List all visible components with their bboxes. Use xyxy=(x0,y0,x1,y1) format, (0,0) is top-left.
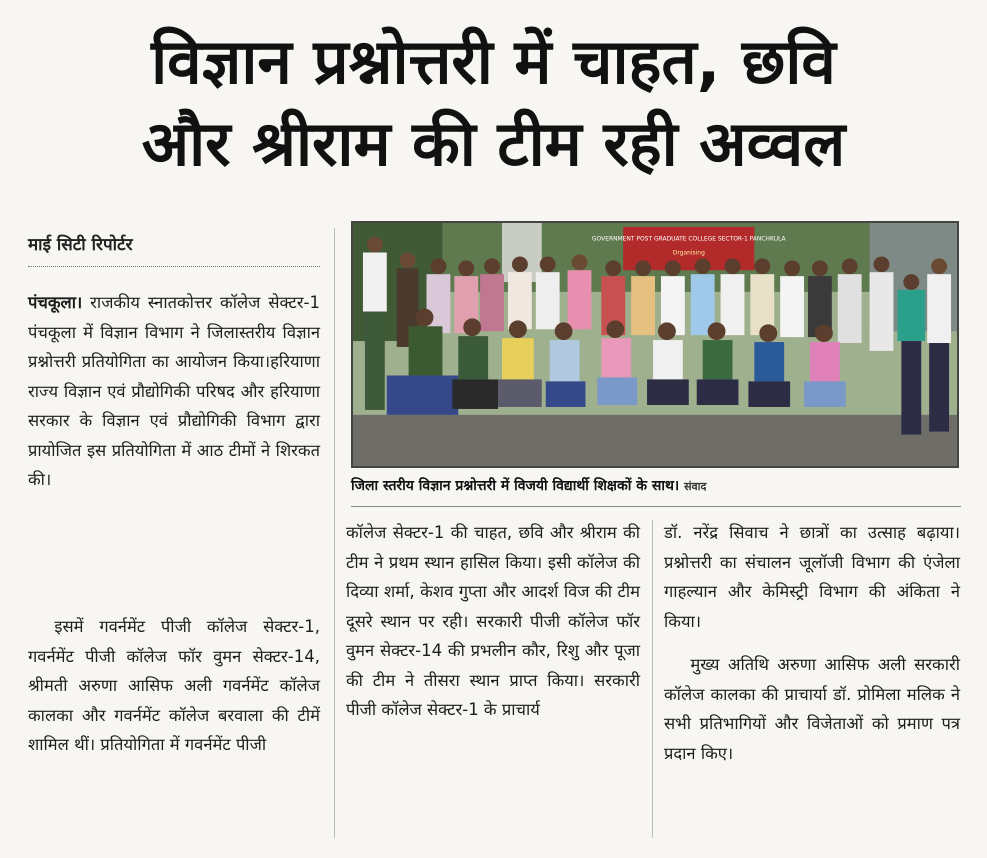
article-paragraph-2-end: डॉ. नरेंद्र सिवाच ने छात्रों का उत्साह बढ़ाया। प्रश्नोत्तरी का संचालन जूलॉजी विभाग की एंजेला गाहल्यान और केमिस्ट्री विभाग की अंकिता ने किया। xyxy=(664,523,960,631)
article-column-3 xyxy=(664,518,960,768)
article-column-1-bottom xyxy=(28,612,320,760)
caption-rule xyxy=(351,506,961,507)
column-divider xyxy=(652,520,653,838)
dateline: पंचकूला। xyxy=(28,293,83,312)
column-divider xyxy=(334,228,335,838)
article-column-1-top xyxy=(28,288,320,495)
caption-text: जिला स्तरीय विज्ञान प्रश्नोत्तरी में विजयी विद्यार्थी शिक्षकों के साथ। xyxy=(351,478,680,494)
banner-text: GOVERNMENT POST GRADUATE COLLEGE SECTOR-1 PANCHKULA xyxy=(591,235,786,243)
caption-credit: संवाद xyxy=(684,480,707,493)
banner-subtext: Organising xyxy=(672,249,705,257)
byline-rule xyxy=(28,266,320,267)
group-photo-illustration xyxy=(353,223,957,466)
group-photo xyxy=(351,221,959,468)
article-column-2 xyxy=(346,518,640,725)
byline: माई सिटी रिपोर्टर xyxy=(28,235,133,255)
article-paragraph-1: राजकीय स्नातकोत्तर कॉलेज सेक्टर-1 पंचकूला में विज्ञान विभाग ने जिलास्तरीय विज्ञान प्रश्नोत्तरी प्रतियोगिता का आयोजन किया।हरियाणा राज्य विज्ञान एवं प्रौद्योगिकी परिषद और हरियाणा सरकार के विज्ञान एवं प्रौद्योगिकी विभाग द्वारा प्रायोजित इस प्रतियोगिता में आठ टीमों ने शिरकत की। xyxy=(28,293,320,489)
photo-caption xyxy=(351,476,961,495)
article-paragraph-2: इसमें गवर्नमेंट पीजी कॉलेज सेक्टर-1, गवर्नमेंट पीजी कॉलेज फॉर वुमन सेक्टर-14, श्रीमती अरुणा आसिफ अली गवर्नमेंट कॉलेज कालका और गवर्नमेंट कॉलेज बरवाला की टीमें शामिल थीं। प्रतियोगिता में गवर्नमेंट पीजी xyxy=(28,617,320,754)
headline-line-1: विज्ञान प्रश्नोत्तरी में चाहत, छवि xyxy=(151,25,836,98)
article-paragraph-3: मुख्य अतिथि अरुणा आसिफ अली सरकारी कॉलेज कालका की प्राचार्या डॉ. प्रोमिला मलिक ने सभी प्रतिभागियों और विजेताओं को प्रमाण पत्र प्रदान किए। xyxy=(664,655,960,763)
headline-line-2: और श्रीराम की टीम रही अव्वल xyxy=(141,107,846,180)
article-paragraph-2-continued: कॉलेज सेक्टर-1 की चाहत, छवि और श्रीराम की टीम ने प्रथम स्थान हासिल किया। इसी कॉलेज की दिव्या शर्मा, केशव गुप्ता और आदर्श विज की टीम दूसरे स्थान पर रही। सरकारी पीजी कॉलेज फॉर वुमन सेक्टर-14 की प्रभलीन कौर, रिशु और पूजा की टीम ने तीसरा स्थान प्राप्त किया। सरकारी पीजी कॉलेज सेक्टर-1 के प्राचार्य xyxy=(346,523,640,719)
